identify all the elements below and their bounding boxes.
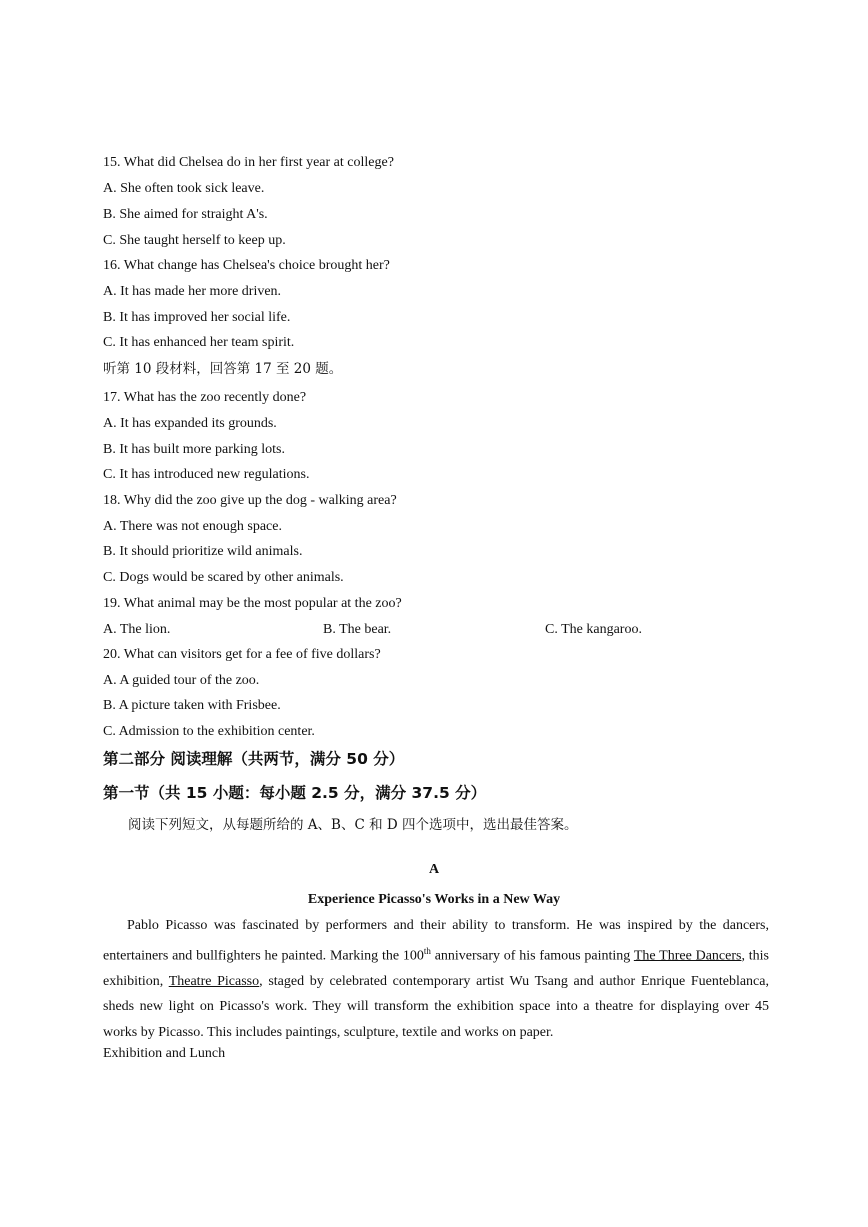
question-16-stem: 16. What change has Chelsea's choice brought her? bbox=[103, 258, 390, 273]
question-19-stem: 19. What animal may be the most popular at the zoo? bbox=[103, 596, 402, 611]
question-19-option-b: B. The bear. bbox=[323, 622, 392, 637]
paragraph-text-1: Pablo Picasso was fascinated by performers and their ability to transform. He was inspired by the dancers, entertainers and bullfighters he painted. Marking the 100 bbox=[103, 918, 769, 964]
question-17-option-c: C. It has introduced new regulations. bbox=[103, 467, 310, 482]
question-20-option-b: B. A picture taken with Frisbee. bbox=[103, 698, 281, 713]
exhibition-title: Theatre Picasso bbox=[168, 973, 260, 989]
question-18-option-b: B. It should prioritize wild animals. bbox=[103, 544, 303, 559]
passage-label: A bbox=[428, 862, 440, 877]
passage-title: Experience Picasso's Works in a New Way bbox=[307, 892, 561, 907]
question-15-option-a: A. She often took sick leave. bbox=[103, 181, 265, 196]
question-16-option-a: A. It has made her more driven. bbox=[103, 284, 282, 299]
passage-paragraph bbox=[103, 913, 769, 1045]
question-17-stem: 17. What has the zoo recently done? bbox=[103, 390, 307, 405]
question-16-option-c: C. It has enhanced her team spirit. bbox=[103, 335, 295, 350]
listening-note: 听第 10 段材料，回答第 17 至 20 题。 bbox=[103, 361, 343, 377]
question-18-option-a: A. There was not enough space. bbox=[103, 519, 282, 534]
question-17-option-a: A. It has expanded its grounds. bbox=[103, 416, 277, 431]
question-20-option-a: A. A guided tour of the zoo. bbox=[103, 673, 260, 688]
question-16-option-b: B. It has improved her social life. bbox=[103, 310, 291, 325]
part-two-heading: 第二部分 阅读理解（共两节，满分 50 分） bbox=[103, 750, 405, 768]
question-15-option-b: B. She aimed for straight A's. bbox=[103, 207, 268, 222]
question-17-option-b: B. It has built more parking lots. bbox=[103, 442, 285, 457]
question-19-option-c: C. The kangaroo. bbox=[545, 622, 642, 637]
paragraph-text-4: , staged by celebrated contemporary artist Wu Tsang and author Enrique Fuenteblanca, sheds new light on Picasso's work. They will transform the exhibition space into a theatre for displaying over 45 works by Picasso. This includes paintings, sculpture, textile and works on paper. bbox=[103, 973, 769, 1040]
paragraph-text-3: , this exhibition, bbox=[103, 948, 769, 989]
paragraph-text-2: anniversary of his famous painting bbox=[430, 948, 634, 964]
exhibition-lunch-subheading: Exhibition and Lunch bbox=[103, 1046, 226, 1061]
painting-title: The Three Dancers bbox=[633, 948, 742, 964]
question-15-option-c: C. She taught herself to keep up. bbox=[103, 233, 286, 248]
ordinal-suffix: th bbox=[423, 945, 431, 956]
question-18-stem: 18. Why did the zoo give up the dog - walking area? bbox=[103, 493, 397, 508]
reading-instruction: 阅读下列短文，从每题所给的 A、B、C 和 D 四个选项中，选出最佳答案。 bbox=[128, 817, 578, 833]
question-18-option-c: C. Dogs would be scared by other animals. bbox=[103, 570, 344, 585]
question-20-option-c: C. Admission to the exhibition center. bbox=[103, 724, 315, 739]
question-19-option-a: A. The lion. bbox=[103, 622, 171, 637]
question-20-stem: 20. What can visitors get for a fee of five dollars? bbox=[103, 647, 381, 662]
question-15-stem: 15. What did Chelsea do in her first year at college? bbox=[103, 155, 394, 170]
section-one-heading: 第一节（共 15 小题：每小题 2.5 分，满分 37.5 分） bbox=[103, 784, 487, 802]
